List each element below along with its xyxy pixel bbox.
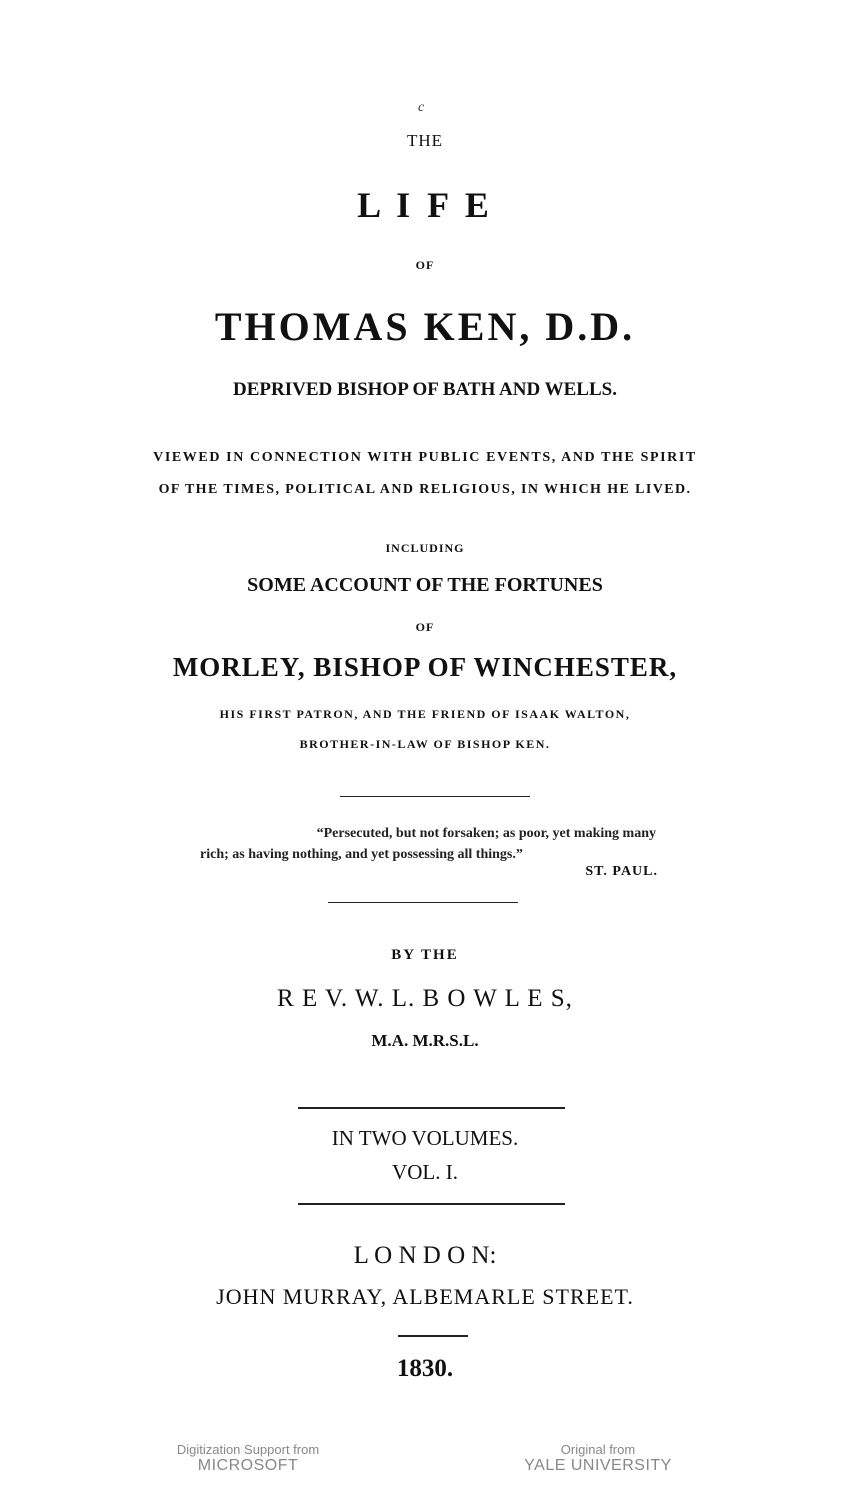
rule-2 [328, 902, 518, 903]
patron-line-1: HIS FIRST PATRON, AND THE FRIEND OF ISAAK WALTON, [219, 707, 631, 721]
original-credit [468, 1442, 728, 1475]
author-degrees: M.A. M.R.S.L. [371, 1031, 479, 1050]
morley-heading: MORLEY, BISHOP OF WINCHESTER, [172, 652, 678, 682]
handwritten-mark: c [418, 100, 425, 115]
imprint-year: 1830. [396, 1355, 454, 1382]
by-the: BY THE [391, 947, 459, 963]
epigraph-line-1: “Persecuted, but not forsaken; as poor, yet making many [316, 826, 656, 841]
volumes-label: IN TWO VOLUMES. [331, 1126, 519, 1150]
epigraph-attribution: ST. PAUL. [585, 864, 658, 879]
subtitle-line-1: VIEWED IN CONNECTION WITH PUBLIC EVENTS, AND THE SPIRIT [153, 450, 697, 465]
rule-4 [298, 1203, 565, 1205]
digitization-credit [118, 1442, 378, 1475]
subject-office: DEPRIVED BISHOP OF BATH AND WELLS. [233, 379, 617, 400]
title-of: OF [415, 258, 435, 272]
rule-3 [298, 1107, 565, 1109]
patron-line-2: BROTHER-IN-LAW OF BISHOP KEN. [299, 737, 551, 751]
subject-name: THOMAS KEN, D.D. [214, 304, 636, 349]
imprint-city: L O N D O N: [353, 1242, 497, 1269]
original-label: Original from [560, 1442, 636, 1457]
digitization-sponsor: MICROSOFT [197, 1457, 299, 1474]
original-source: YALE UNIVERSITY [524, 1457, 672, 1474]
account-heading: SOME ACCOUNT OF THE FORTUNES [247, 574, 603, 596]
volume-number: VOL. I. [392, 1160, 458, 1184]
rule-5 [398, 1335, 468, 1337]
epigraph [200, 823, 658, 865]
including-label: INCLUDING [385, 541, 465, 555]
digitization-label: Digitization Support from [176, 1442, 320, 1457]
author-name: R E V. W. L. B O W L E S, [277, 985, 573, 1012]
title-life: L I F E [357, 185, 493, 225]
subtitle-line-2: OF THE TIMES, POLITICAL AND RELIGIOUS, IN WHICH HE LIVED. [158, 482, 692, 497]
rule-1 [340, 796, 530, 797]
epigraph-line-2: rich; as having nothing, and yet possessing all things.” [200, 847, 523, 862]
title-the: THE [406, 131, 444, 150]
account-of: OF [415, 620, 435, 634]
imprint-publisher: JOHN MURRAY, ALBEMARLE STREET. [216, 1284, 634, 1309]
